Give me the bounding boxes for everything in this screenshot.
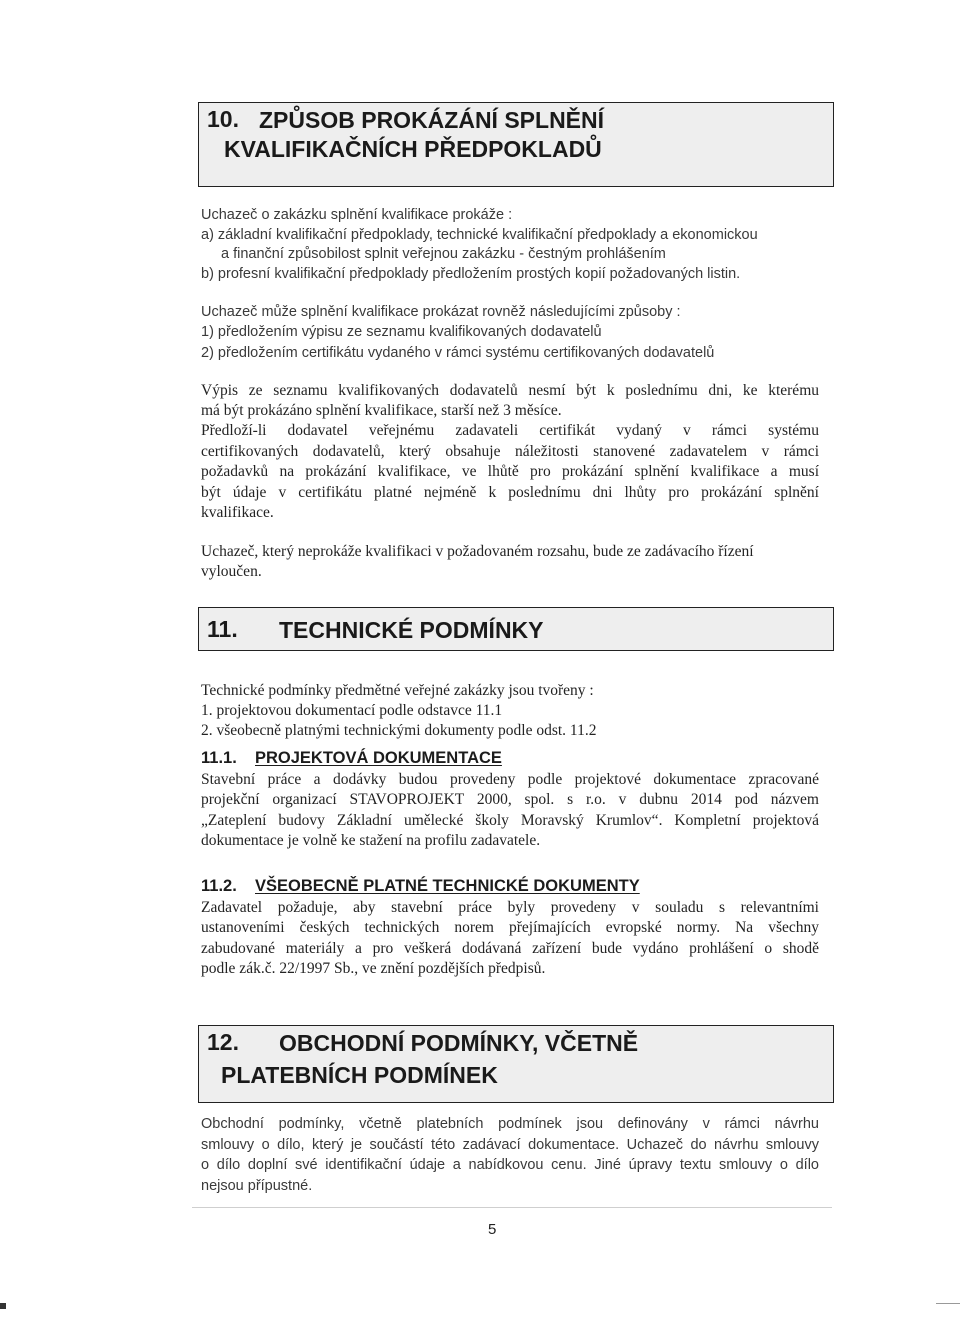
subsection-11-2-heading — [201, 877, 640, 896]
text-line: o dílo doplní své identifikační údaje a nabídkovou cenu. Jiné úpravy textu smlouvy o dílo — [201, 1157, 819, 1173]
text-line: Technické podmínky předmětné veřejné zakázky jsou tvořeny : — [201, 682, 594, 699]
page-number: 5 — [488, 1221, 497, 1238]
text-line: projekční organizací STAVOPROJEKT 2000, spol. s r.o. v dubnu 2014 pod názvem — [201, 791, 819, 808]
subsection-title: VŠEOBECNĚ PLATNÉ TECHNICKÉ DOKUMENTY — [255, 877, 640, 895]
text-line: Uchazeč o zakázku splnění kvalifikace prokáže : — [201, 207, 513, 223]
text-line: Zadavatel požaduje, aby stavební práce byly provedeny v souladu s relevantními — [201, 899, 819, 916]
scan-mark — [0, 1303, 6, 1309]
section-10-title-line2: KVALIFIKAČNÍCH PŘEDPOKLADŮ — [224, 136, 602, 162]
text-line: a finanční způsobilost splnit veřejnou zakázku - čestným prohlášením — [221, 246, 666, 262]
list-item: 2. všeobecně platnými technickými dokumenty podle odst. 11.2 — [201, 722, 597, 739]
text-line: požadavků na prokázání kvalifikace, ve lhůtě pro prokázání splnění kvalifikace a musí — [201, 463, 819, 480]
list-item: 1. projektovou dokumentací podle odstavce 11.1 — [201, 702, 503, 719]
text-line: Uchazeč, který neprokáže kvalifikaci v požadovaném rozsahu, bude ze zadávacího řízení — [201, 543, 754, 560]
text-line: Stavební práce a dodávky budou provedeny podle projektové dokumentace zpracované — [201, 771, 819, 788]
section-11-number: 11. — [207, 616, 238, 642]
footer-divider — [192, 1207, 832, 1208]
text-line: nejsou přípustné. — [201, 1178, 313, 1194]
text-line: podle zák.č. 22/1997 Sb., ve znění pozdějších předpisů. — [201, 960, 546, 977]
text-line: a) základní kvalifikační předpoklady, technické kvalifikační předpoklady a ekonomickou — [201, 227, 758, 243]
section-12-title-line2: PLATEBNÍCH PODMÍNEK — [221, 1062, 498, 1088]
section-10-heading — [198, 102, 834, 187]
text-line: ustanoveními českých technických norem přejímajících evropské normy. Na všechny — [201, 919, 819, 936]
text-line: b) profesní kvalifikační předpoklady předložením prostých kopií požadovaných listin. — [201, 266, 741, 282]
text-line: zabudované materiály a pro veškerá dodávaná zařízení bude vydáno prohlášení o shodě — [201, 940, 819, 957]
section-10-title-line1: ZPŮSOB PROKÁZÁNÍ SPLNĚNÍ — [259, 107, 605, 133]
text-line: „Zateplení budovy Základní umělecké školy Moravský Krumlov“. Kompletní projektová — [201, 812, 819, 829]
section-12-number: 12. — [207, 1029, 239, 1055]
subsection-title: PROJEKTOVÁ DOKUMENTACE — [255, 749, 502, 767]
scan-mark — [936, 1303, 960, 1304]
section-12-title-line1: OBCHODNÍ PODMÍNKY, VČETNĚ — [279, 1030, 639, 1056]
text-line: vyloučen. — [201, 563, 262, 580]
text-line: Uchazeč může splnění kvalifikace prokázat rovněž následujícími způsoby : — [201, 304, 681, 320]
text-line: kvalifikace. — [201, 504, 274, 521]
section-10-number: 10. — [207, 106, 239, 132]
text-line: 1) předložením výpisu ze seznamu kvalifikovaných dodavatelů — [201, 324, 602, 340]
text-line: Obchodní podmínky, včetně platebních podmínek jsou definovány v rámci návrhu — [201, 1116, 819, 1132]
text-line: Předloží-li dodavatel veřejnému zadavateli certifikát vydaný v rámci systému — [201, 422, 819, 439]
text-line: má být prokázáno splnění kvalifikace, starší než 3 měsíce. — [201, 402, 562, 419]
text-line: dokumentace je volně ke stažení na profilu zadavatele. — [201, 832, 541, 849]
text-line: Výpis ze seznamu kvalifikovaných dodavatelů nesmí být k poslednímu dni, ke kterému — [201, 382, 819, 399]
text-line: 2) předložením certifikátu vydaného v rámci systému certifikovaných dodavatelů — [201, 345, 715, 361]
section-11-title: TECHNICKÉ PODMÍNKY — [279, 617, 544, 643]
section-11-heading — [198, 607, 834, 651]
text-line: být údaje v certifikátu platné nejméně k poslednímu dni lhůty pro prokázání splnění — [201, 484, 819, 501]
text-line: certifikovaných dodavatelů, který obsahuje náležitosti stanovené zadavatelem v rámci — [201, 443, 819, 460]
section-12-heading — [198, 1025, 834, 1103]
subsection-11-1-heading — [201, 749, 502, 768]
subsection-number: 11.1. — [201, 749, 237, 767]
text-line: smlouvy o dílo, který je součástí této zadávací dokumentace. Uchazeč do návrhu smlouvy — [201, 1137, 819, 1153]
subsection-number: 11.2. — [201, 877, 237, 895]
